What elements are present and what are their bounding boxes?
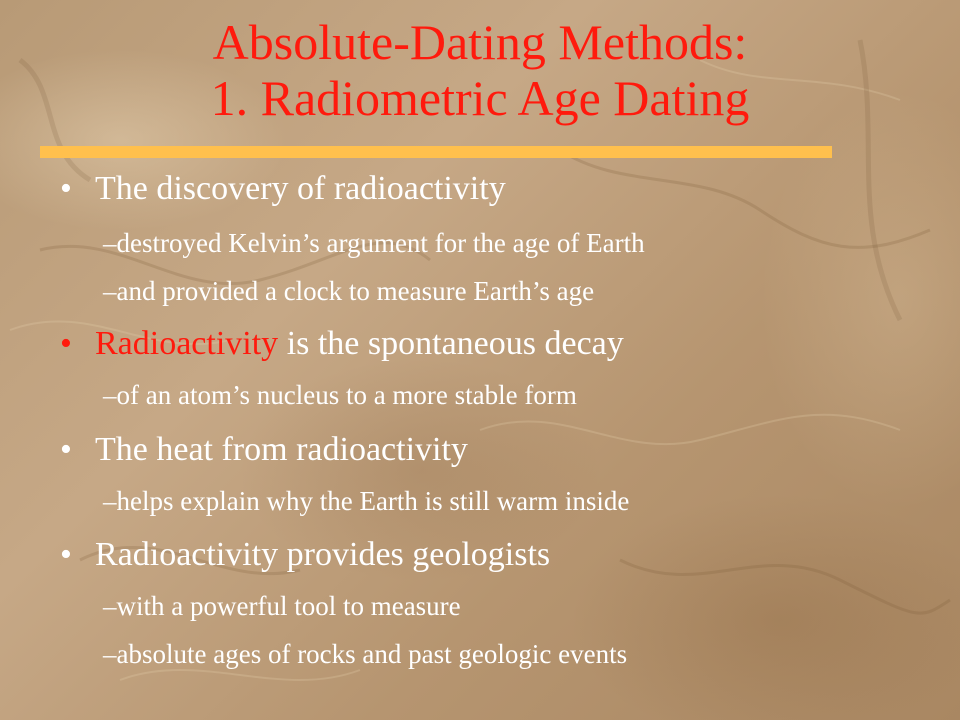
bullet-3-text: The heat from radioactivity	[95, 431, 468, 468]
bullet-1-text: The discovery of radioactivity	[95, 170, 506, 207]
bullet-icon: •	[60, 536, 72, 573]
dash-icon: –	[103, 276, 117, 306]
sub-bullet-4-2	[103, 638, 627, 670]
radioactivity-keyword: Radioactivity	[95, 325, 279, 362]
dash-icon: –	[103, 380, 117, 410]
bullet-2-text	[95, 324, 624, 364]
sub-bullet-3-1	[103, 485, 629, 517]
dash-icon: –	[103, 486, 117, 516]
sub-bullet-2-1	[103, 379, 577, 411]
sub-bullet-1-1-text: destroyed Kelvin’s argument for the age of Earth	[116, 228, 645, 258]
bullet-icon: •	[60, 431, 72, 468]
sub-bullet-2-1-text: of an atom’s nucleus to a more stable form	[116, 380, 577, 410]
sub-bullet-4-2-text: absolute ages of rocks and past geologic events	[116, 639, 628, 669]
sub-bullet-4-1	[103, 590, 461, 622]
bullet-icon: •	[60, 325, 72, 362]
title-underline	[40, 146, 832, 158]
bullet-2-rest: is the spontaneous decay	[278, 325, 624, 362]
sub-bullet-4-1-text: with a powerful tool to measure	[116, 591, 461, 621]
sub-bullet-1-1	[103, 227, 645, 259]
dash-icon: –	[103, 639, 117, 669]
bullet-4-text: Radioactivity provides geologists	[95, 536, 551, 573]
sub-bullet-3-1-text: helps explain why the Earth is still warm inside	[116, 486, 630, 516]
title-line-1: Absolute-Dating Methods:	[212, 14, 748, 70]
sub-bullet-1-2-text: and provided a clock to measure Earth’s age	[116, 276, 595, 306]
dash-icon: –	[103, 591, 117, 621]
bullet-icon: •	[60, 170, 72, 207]
title-line-2: 1. Radiometric Age Dating	[210, 70, 750, 126]
sub-bullet-1-2	[103, 275, 594, 307]
slide-title	[40, 14, 920, 126]
dash-icon: –	[103, 228, 117, 258]
